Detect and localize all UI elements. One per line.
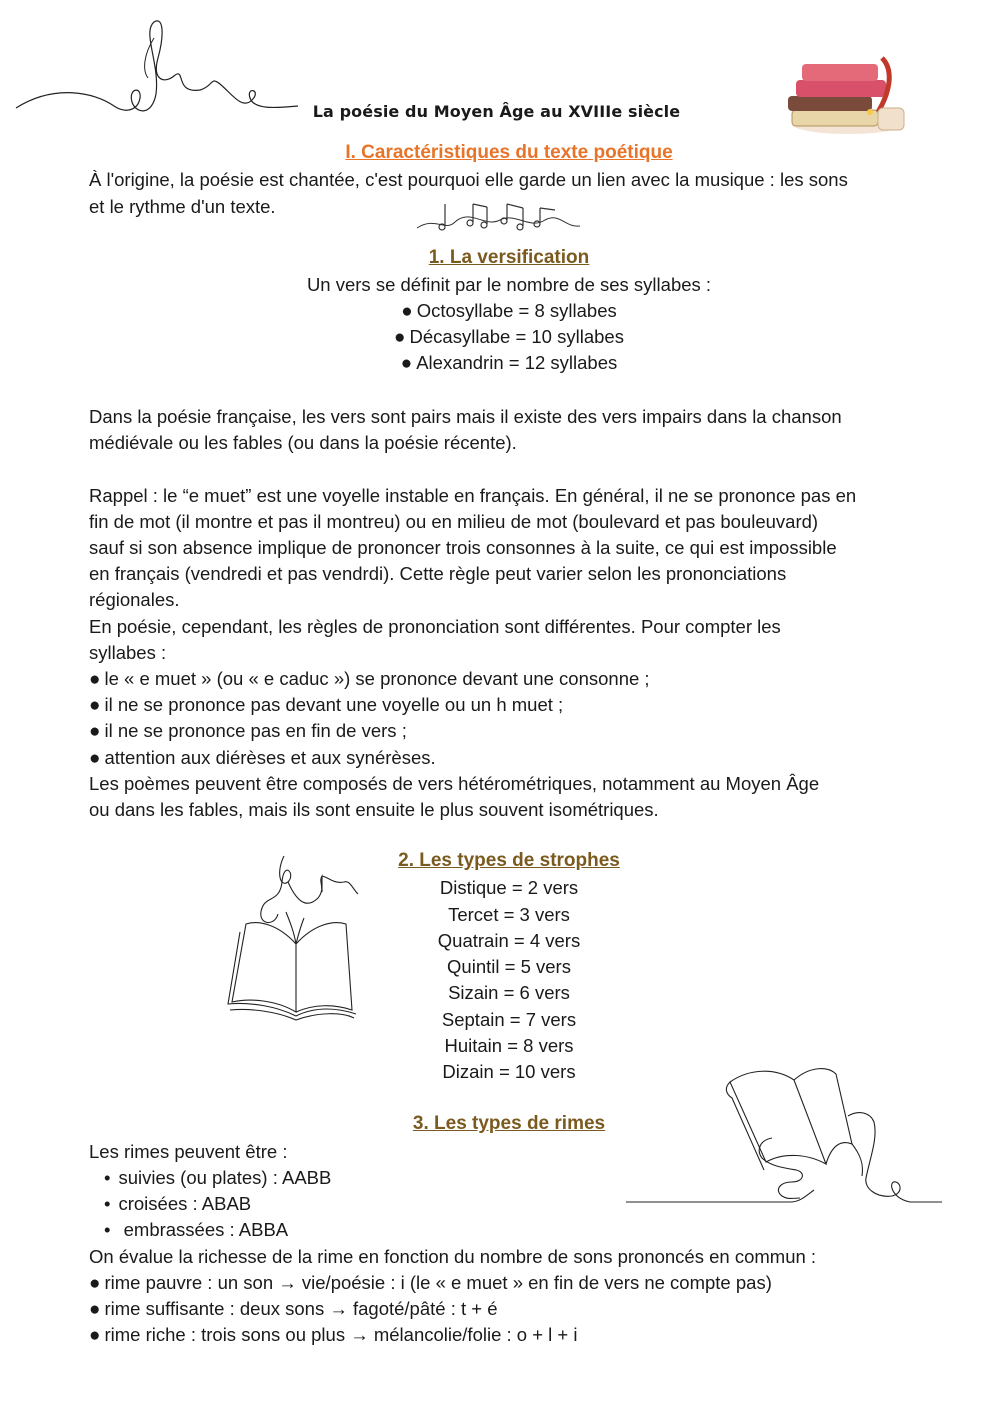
paragraph-line: sauf si son absence implique de prononcer trois consonnes à la suite, ce qui est impossible bbox=[89, 537, 837, 558]
verse-type-item: ● Alexandrin = 12 syllabes bbox=[0, 350, 993, 377]
strophe-item: Huitain = 8 vers bbox=[444, 1035, 574, 1056]
strophe-item: Quintil = 5 vers bbox=[447, 956, 571, 977]
bullet-dot-icon bbox=[89, 1324, 104, 1345]
rime-kind-item: • embrassées : ABBA bbox=[104, 1217, 288, 1243]
rule-item: ● il ne se prononce pas en fin de vers ; bbox=[89, 718, 407, 745]
strophe-item: Sizain = 6 vers bbox=[448, 982, 570, 1003]
paragraph-line: fin de mot (il montre et pas il montreu) ou en milieu de mot (boulevard et pas bouleuvard) bbox=[89, 511, 819, 532]
rimes-heading: 3. Les types de rimes bbox=[412, 1113, 606, 1134]
verse-type-item: ● Octosyllabe = 8 syllabes bbox=[0, 298, 993, 325]
strophes-heading: 2. Les types de strophes bbox=[398, 850, 620, 871]
richness-item: ● rime riche : trois sons ou plus → mélancolie/folie : o + l + i bbox=[89, 1322, 577, 1349]
bullet-dot-icon bbox=[89, 1298, 104, 1319]
richness-lead: On évalue la richesse de la rime en fonction du nombre de sons prononcés en commun : bbox=[89, 1246, 817, 1267]
richness-item: ● rime pauvre : un son → vie/poésie : i (le « e muet » en fin de vers ne compte pas) bbox=[89, 1270, 772, 1297]
bullet-dot-icon bbox=[89, 720, 104, 741]
bullet-dot-icon bbox=[394, 326, 409, 347]
strophe-item: Quatrain = 4 vers bbox=[437, 930, 581, 951]
paragraph-line: médiévale ou les fables (ou dans la poésie récente). bbox=[89, 432, 517, 453]
rule-item: ● le « e muet » (ou « e caduc ») se prononce devant une consonne ; bbox=[89, 666, 650, 693]
bullet-dot-icon bbox=[89, 747, 104, 768]
paragraph-line: Les poèmes peuvent être composés de vers hétérométriques, notamment au Moyen Âge bbox=[89, 773, 820, 794]
strophe-item: Septain = 7 vers bbox=[441, 1009, 577, 1030]
paragraph-line: régionales. bbox=[89, 589, 180, 610]
strophe-item: Dizain = 10 vers bbox=[442, 1061, 576, 1082]
verse-type-item: ● Décasyllabe = 10 syllabes bbox=[0, 324, 993, 351]
intro-line: À l'origine, la poésie est chantée, c'est pourquoi elle garde un lien avec la musique : les sons bbox=[89, 169, 848, 190]
paragraph-line: ou dans les fables, mais ils sont ensuite le plus souvent isométriques. bbox=[89, 799, 659, 820]
versification-lead: Un vers se définit par le nombre de ses syllabes : bbox=[306, 274, 712, 295]
paragraph-line: En poésie, cependant, les règles de prononciation sont différentes. Pour compter les bbox=[89, 616, 781, 637]
page-title: La poésie du Moyen Âge au XVIIIe siècle bbox=[312, 102, 681, 121]
bullet-dot-icon bbox=[89, 694, 104, 715]
paragraph-line: en français (vendredi et pas vendrdi). Cette règle peut varier selon les prononciations bbox=[89, 563, 787, 584]
paragraph-line: Rappel : le “e muet” est une voyelle instable en français. En général, il ne se prononce pas en bbox=[89, 485, 857, 506]
rime-kind-item: • suivies (ou plates) : AABB bbox=[104, 1165, 331, 1191]
paragraph-line: syllabes : bbox=[89, 642, 167, 663]
versification-heading: 1. La versification bbox=[428, 247, 590, 268]
paragraph-line: Dans la poésie française, les vers sont pairs mais il existe des vers impairs dans la chanson bbox=[89, 406, 842, 427]
bullet-dot-icon bbox=[89, 668, 104, 689]
section1-heading: I. Caractéristiques du texte poétique bbox=[345, 142, 673, 163]
rime-kind-item: • croisées : ABAB bbox=[104, 1191, 251, 1217]
bullet-dot-icon bbox=[401, 300, 416, 321]
rule-item: ● attention aux diérèses et aux synérèses. bbox=[89, 745, 436, 772]
bullet-dot-icon bbox=[401, 352, 416, 373]
books-illustration bbox=[782, 52, 912, 142]
rimes-lead: Les rimes peuvent être : bbox=[89, 1141, 288, 1162]
music-notes-drawing bbox=[415, 198, 585, 238]
rule-item: ● il ne se prononce pas devant une voyelle ou un h muet ; bbox=[89, 692, 563, 719]
intro-line: et le rythme d'un texte. bbox=[89, 196, 276, 217]
strophe-item: Distique = 2 vers bbox=[439, 877, 579, 898]
richness-item: ● rime suffisante : deux sons → fagoté/pâté : t + é bbox=[89, 1296, 498, 1323]
bullet-dot-icon bbox=[89, 1272, 104, 1293]
strophe-item: Tercet = 3 vers bbox=[448, 904, 570, 925]
